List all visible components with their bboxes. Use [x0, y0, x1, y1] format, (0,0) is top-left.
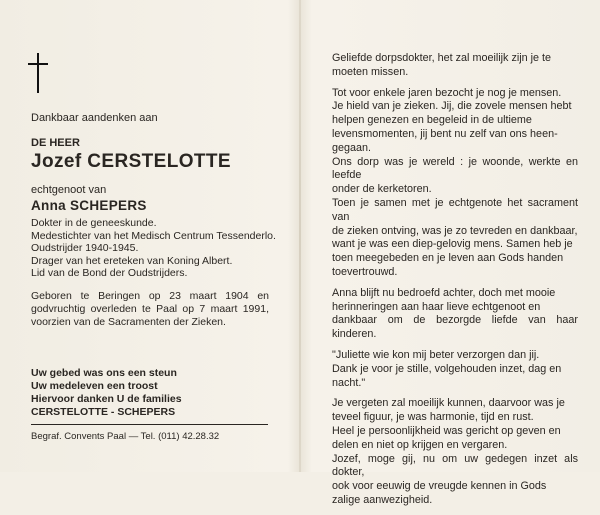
text-line: teveel figuur, je was harmonie, tijd en rust. — [332, 411, 534, 424]
paragraph — [332, 349, 578, 390]
birth-death-dates — [31, 290, 269, 329]
last-name: CERSTELOTTE — [87, 151, 232, 172]
dates-line: voorzien van de Sacramenten der Zieken. — [31, 316, 226, 328]
text-line: Tot voor enkele jaren bezocht je nog je mensen. — [332, 86, 562, 99]
text-line: Heel je persoonlijkheid was gericht op geven en — [332, 424, 561, 437]
title-text: DE HEER — [31, 137, 80, 149]
cross-icon — [28, 53, 48, 93]
text-line: onder de kerketoren. — [332, 183, 432, 196]
printer-credit: Begraf. Convents Paal — Tel. (011) 42.28.32 — [31, 431, 220, 442]
bio-line: Dokter in de geneeskunde. — [31, 217, 157, 229]
text-line: zalige aanwezigheid. — [332, 493, 433, 506]
dates-line: godvruchtig overleden te Paal op 7 maart 1991, — [31, 303, 269, 315]
dates-line: Geboren te Beringen op 23 maart 1904 en — [31, 290, 269, 302]
text-line: herinneringen aan haar lieve echtgenoot en — [332, 300, 541, 313]
text-line: moeten missen. — [332, 65, 409, 78]
bio-line: Oudstrijder 1940-1945. — [31, 242, 139, 255]
paragraph — [332, 287, 578, 342]
text-line: dankbaar om de bezorgde liefde van haar kinderen. — [332, 314, 578, 341]
text-line: Dank je voor je stille, volgehouden inzet, dag en — [332, 362, 562, 375]
text-line: Je hield van je zieken. Jij, die zovele mensen hebt — [332, 100, 572, 113]
text-line: Jozef, moge gij, nu om uw gedegen inzet als dokter, — [332, 452, 578, 479]
text-line: Geliefde dorpsdokter, het zal moeilijk zijn je te — [332, 52, 552, 64]
first-name: Jozef — [31, 151, 82, 172]
prayer-line: Uw medeleven een troost — [31, 380, 158, 392]
text-line: ook voor eeuwig de vreugde kennen in Gods — [332, 480, 547, 493]
deceased-name — [31, 151, 231, 173]
prayer-line: Hiervoor danken U de families — [31, 393, 182, 405]
text-line: nacht." — [332, 376, 366, 389]
paragraph — [332, 397, 578, 507]
text-line: Toen je samen met je echtgenote het sacrament van — [332, 196, 578, 223]
prayer-block — [31, 367, 182, 419]
text-line: de zieken ontving, was je zo tevreden en dankbaar, — [332, 224, 578, 237]
biography — [31, 217, 301, 280]
paragraph — [332, 87, 578, 280]
bio-line: Medestichter van het Medisch Centrum Tessenderlo. — [31, 229, 276, 242]
text-line: Je vergeten zal moeilijk kunnen, daarvoor was je — [332, 397, 565, 410]
right-panel — [332, 52, 578, 515]
bio-line: Drager van het ereteken van Koning Albert. — [31, 254, 233, 267]
paragraph — [332, 52, 578, 80]
text-line: gegaan. — [332, 141, 372, 154]
spouse-intro: echtgenoot van — [31, 184, 107, 196]
text-line: helpen genezen en begeleid in de ultieme — [332, 114, 532, 127]
text-line: levensmomenten, jij bent nu zelf van ons heen- — [332, 127, 558, 140]
bio-line: Lid van de Bond der Oudstrijders. — [31, 267, 188, 280]
text-line: delen en niet op krijgen en vergaren. — [332, 438, 508, 451]
prayer-line: CERSTELOTTE - SCHEPERS — [31, 406, 176, 418]
text-line: "Juliette wie kon mij beter verzorgen dan jij. — [332, 348, 540, 361]
divider-line — [31, 424, 268, 425]
text-line: want je was een diep-gelovig mens. Samen heb je — [332, 238, 573, 251]
prayer-line: Uw gebed was ons een steun — [31, 367, 177, 379]
text-line: Ons dorp was je wereld : je woonde, werkte en leefde — [332, 155, 578, 182]
spouse-name: Anna SCHEPERS — [31, 198, 147, 213]
text-line: toen meegebeden en je leven aan Gods handen — [332, 252, 564, 265]
text-line: toevertrouwd. — [332, 265, 398, 278]
remembrance-text: Dankbaar aandenken aan — [31, 112, 158, 124]
text-line: Anna blijft nu bedroefd achter, doch met mooie — [332, 286, 556, 299]
